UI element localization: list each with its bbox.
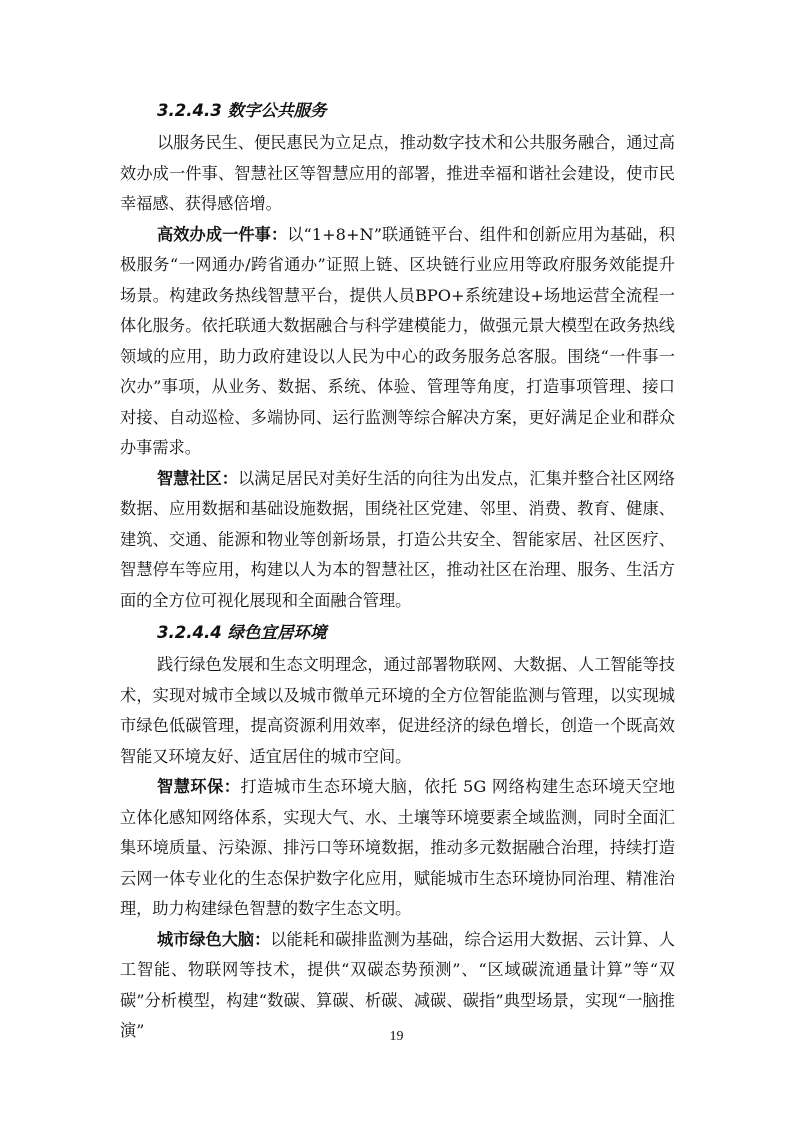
page-content [120,96,675,1047]
item-lead-label: 高效办成一件事： [157,224,288,244]
item-paragraph-efficient-services [120,220,675,464]
section-intro-paragraph: 践行绿色发展和生态文明理念，通过部署物联网、大数据、人工智能等技术，实现对城市全域以及城市微单元环境的全方位智能监测与管理，以实现城市绿色低碳管理，提高资源利用效率，促进经济的绿色增长，创造一个既高效智能又环境友好、适宜居住的城市空间。 [120,655,675,766]
item-body-text: 打造城市生态环境大脑，依托 5G 网络构建生态环境天空地立体化感知网络体系，实现大气、水、土壤等环境要素全域监测，同时全面汇集环境质量、污染源、排污口等环境数据，推动多元数据融合治理，持续打造云网一体专业化的生态保护数字化应用，赋能城市生态环境协同治理、精准治理，助力构建绿色智慧的数字生态文明。 [120,777,675,918]
item-lead-label: 城市绿色大脑： [157,929,271,949]
item-body-text: 以“1+8+N”联通链平台、组件和创新应用为基础，积极服务“一网通办/跨省通办”证照上链、区块链行业应用等政府服务效能提升场景。构建政务热线智慧平台，提供人员BPO+系统建设+场地运营全流程一体化服务。依托联通大数据融合与科学建模能力，做强元景大模型在政务热线领域的应用，助力政府建设以人民为中心的政务服务总客服。围绕“一件事一次办”事项，从业务、数据、系统、体验、管理等角度，打造事项管理、接口对接、自动巡检、多端协同、运行监测等综合解决方案，更好满足企业和群众办事需求。 [120,224,675,457]
item-lead-label: 智慧社区： [157,468,238,488]
item-body-text: 以能耗和碳排监测为基础，综合运用大数据、云计算、人工智能、物联网等技术，提供“双碳态势预测”、“区域碳流通量计算”等“双碳”分析模型，构建“数碳、算碳、析碳、减碳、碳指”典型场景，实现“一脑推演” [120,929,675,1040]
page-number: 19 [389,1029,404,1044]
item-paragraph-smart-community [120,464,675,617]
item-paragraph-smart-environment [120,772,675,925]
item-lead-label: 智慧环保： [157,777,241,796]
item-body-text: 以满足居民对美好生活的向往为出发点，汇集并整合社区网络数据、应用数据和基础设施数据，围绕社区党建、邻里、消费、教育、健康、建筑、交通、能源和物业等创新场景，打造公共安全、智能家居、社区医疗、智慧停车等应用，构建以人为本的智慧社区，推动社区在治理、服务、生活方面的全方位可视化展现和全面融合管理。 [120,468,675,610]
section-heading-digital-public-services: 3.2.4.3 数字公共服务 [157,101,327,120]
section-heading-green-livable-environment: 3.2.4.4 绿色宜居环境 [157,623,327,642]
section-intro-paragraph: 以服务民生、便民惠民为立足点，推动数字技术和公共服务融合，通过高效办成一件事、智慧社区等智慧应用的部署，推进幸福和谐社会建设，使市民幸福感、获得感倍增。 [120,133,675,213]
